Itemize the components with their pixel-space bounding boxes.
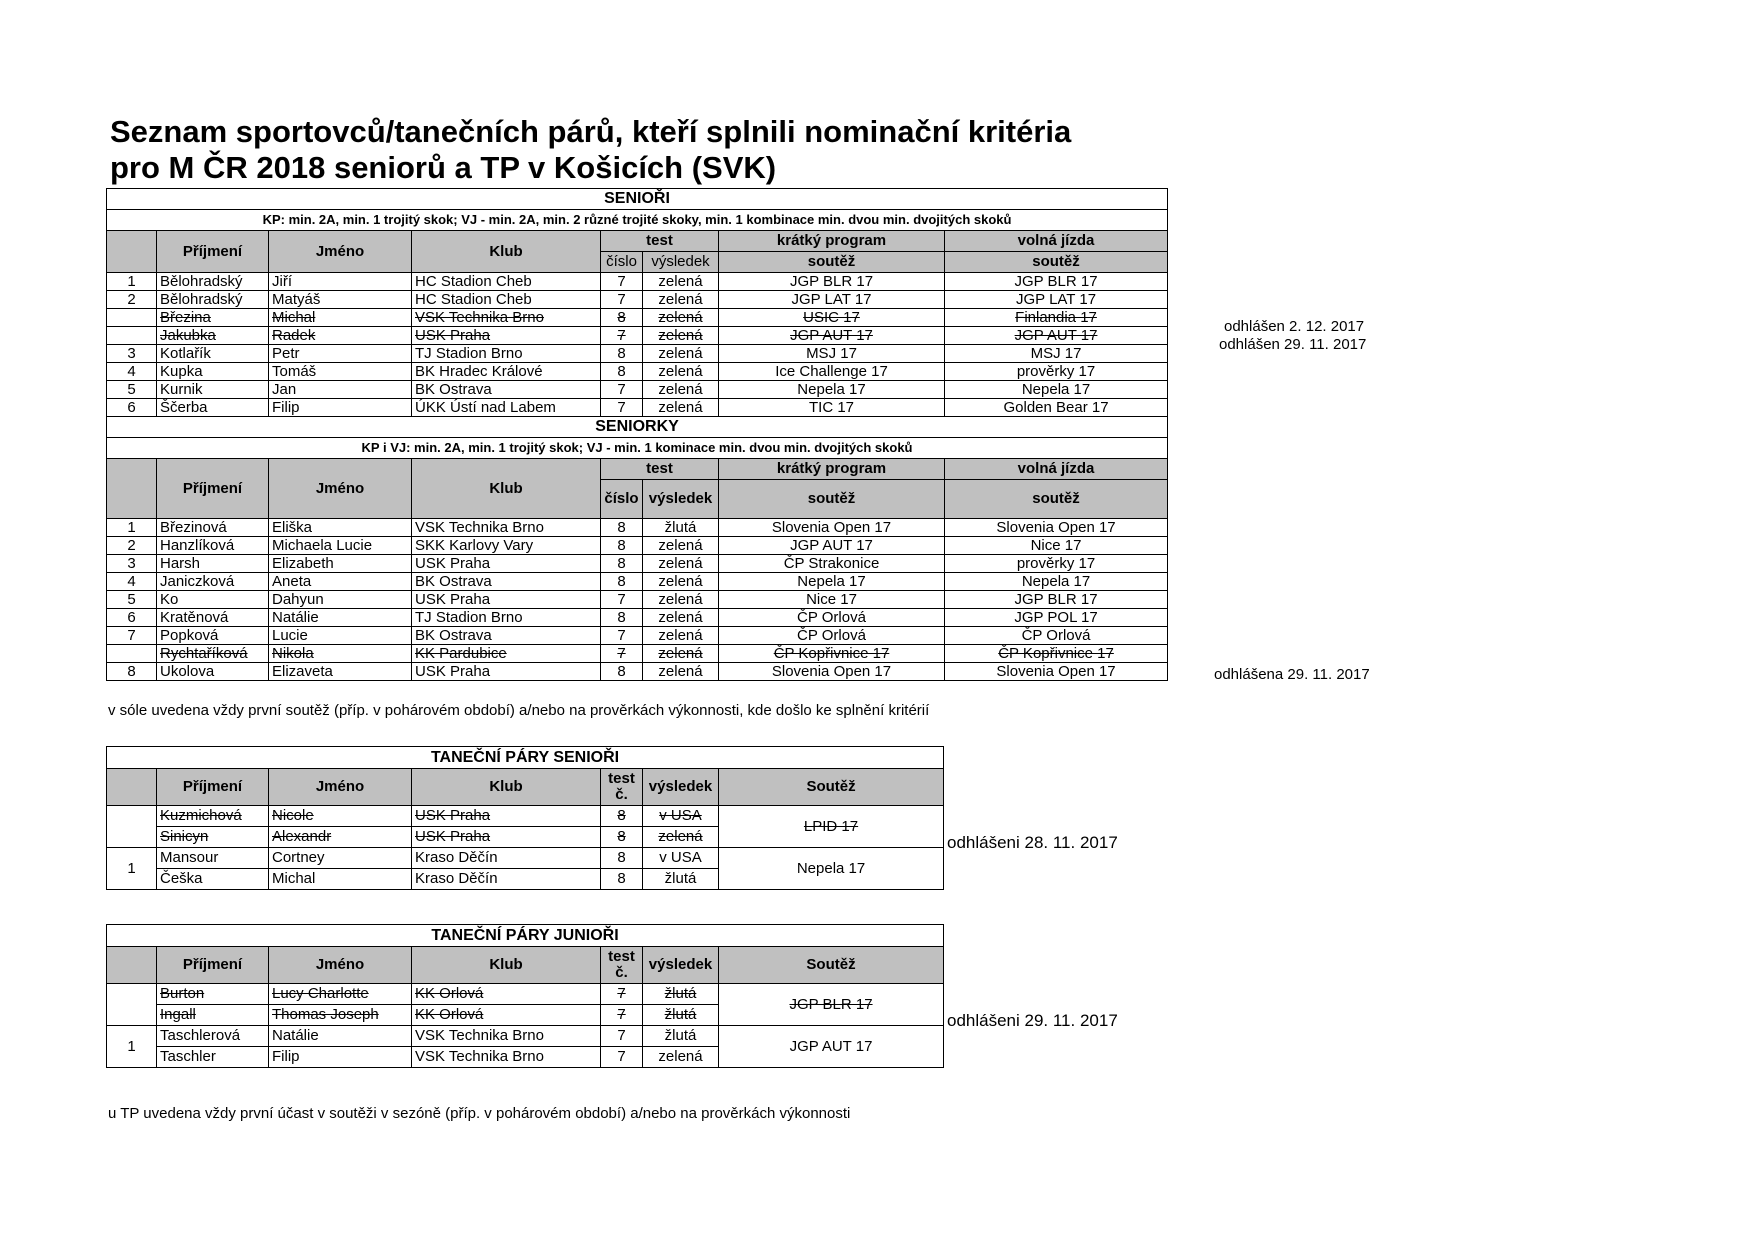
row-cislo: 7 [601,627,643,645]
row-cislo: 8 [601,609,643,627]
row-cislo: 8 [601,519,643,537]
row-jmeno: Filip [269,399,412,417]
pair-soutez: JGP AUT 17 [719,1026,944,1068]
header-vysledek: výsledek [643,480,719,519]
row-number: 4 [107,363,157,381]
row-vj: Slovenia Open 17 [945,663,1168,681]
header-soutez: Soutěž [719,947,944,984]
header-jmeno: Jméno [269,769,412,806]
row-vj: Nice 17 [945,537,1168,555]
pair-vysledek: žlutá [643,869,719,890]
header-vysledek: výsledek [643,769,719,806]
header-blank [107,769,157,806]
table-row [107,327,1168,345]
solo-table [106,188,1168,681]
row-cislo: 7 [601,381,643,399]
row-kp: TIC 17 [719,399,945,417]
row-prijmeni: Rychtaříková [157,645,269,663]
row-cislo: 7 [601,591,643,609]
row-jmeno: Aneta [269,573,412,591]
header-klub: Klub [412,231,601,273]
row-klub: USK Praha [412,555,601,573]
row-kp: JGP AUT 17 [719,537,945,555]
row-vysledek: zelená [643,609,719,627]
pair-klub: VSK Technika Brno [412,1026,601,1047]
row-cislo: 8 [601,363,643,381]
row-number: 6 [107,609,157,627]
pair-vysledek: zelená [643,1047,719,1068]
pair-vysledek: žlutá [643,1005,719,1026]
pair-prijmeni: Mansour [157,848,269,869]
row-klub: BK Hradec Králové [412,363,601,381]
row-vysledek: zelená [643,381,719,399]
row-number [107,327,157,345]
row-vj: Nepela 17 [945,573,1168,591]
header-blank [107,947,157,984]
row-vj: Golden Bear 17 [945,399,1168,417]
row-prijmeni: Bělohradský [157,291,269,309]
row-klub: BK Ostrava [412,381,601,399]
header-soutez-kp: soutěž [719,480,945,519]
pair-test-c: 7 [601,1005,643,1026]
row-cislo: 7 [601,645,643,663]
row-cislo: 8 [601,573,643,591]
pair-test-c: 7 [601,1047,643,1068]
row-jmeno: Eliška [269,519,412,537]
pair-jmeno: Michal [269,869,412,890]
pair-klub: Kraso Děčín [412,848,601,869]
row-kp: JGP BLR 17 [719,273,945,291]
row-vysledek: zelená [643,555,719,573]
tp-seniori-table [106,746,944,890]
row-prijmeni: Kotlařík [157,345,269,363]
row-vysledek: zelená [643,591,719,609]
row-jmeno: Jan [269,381,412,399]
pair-klub: KK Orlová [412,1005,601,1026]
row-jmeno: Jiří [269,273,412,291]
row-prijmeni: Ščerba [157,399,269,417]
row-kp: JGP LAT 17 [719,291,945,309]
header-vysledek: výsledek [643,252,719,273]
pair-row [107,984,944,1005]
withdrawal-note: odhlášeni 28. 11. 2017 [947,833,1118,852]
header-soutez-kp: soutěž [719,252,945,273]
pair-klub: VSK Technika Brno [412,1047,601,1068]
header-test-c: test č. [601,769,643,806]
row-vj: Nepela 17 [945,381,1168,399]
row-number [107,645,157,663]
row-cislo: 7 [601,291,643,309]
title-line-1: Seznam sportovců/tanečních párů, kteří splnili nominační kritéria [110,114,1072,149]
row-vj: prověrky 17 [945,555,1168,573]
pair-row [107,806,944,827]
pair-vysledek: v USA [643,848,719,869]
row-jmeno: Michaela Lucie [269,537,412,555]
row-prijmeni: Březinová [157,519,269,537]
pair-vysledek: zelená [643,827,719,848]
row-number: 5 [107,381,157,399]
pair-test-c: 7 [601,1026,643,1047]
row-vj: ČP Kopřivnice 17 [945,645,1168,663]
header-soutez-vj: soutěž [945,480,1168,519]
table-row [107,609,1168,627]
row-vysledek: zelená [643,573,719,591]
row-jmeno: Dahyun [269,591,412,609]
row-prijmeni: Březina [157,309,269,327]
row-cislo: 8 [601,537,643,555]
row-vysledek: zelená [643,327,719,345]
row-jmeno: Michal [269,309,412,327]
row-cislo: 8 [601,309,643,327]
tp-footnote: u TP uvedena vždy první účast v soutěži v sezóně (příp. v pohárovém období) a/nebo na prověrkách výkonnosti [108,1105,851,1122]
pair-prijmeni: Taschlerová [157,1026,269,1047]
row-kp: Nepela 17 [719,573,945,591]
header-prijmeni: Příjmení [157,459,269,519]
table-row [107,309,1168,327]
header-prijmeni: Příjmení [157,769,269,806]
row-prijmeni: Ko [157,591,269,609]
row-vysledek: zelená [643,309,719,327]
row-number: 3 [107,555,157,573]
criteria-text: KP i VJ: min. 2A, min. 1 trojitý skok; VJ - min. 1 kominace min. dvou min. dvojitých skoků [107,438,1168,459]
row-vj: JGP LAT 17 [945,291,1168,309]
row-klub: BK Ostrava [412,627,601,645]
criteria-text: KP: min. 2A, min. 1 trojitý skok; VJ - min. 2A, min. 2 různé trojité skoky, min. 1 kombinace min. dvou min. dvojitých skoků [107,210,1168,231]
row-number: 7 [107,627,157,645]
row-number: 3 [107,345,157,363]
pair-prijmeni: Kuzmichová [157,806,269,827]
table-row [107,399,1168,417]
row-klub: USK Praha [412,663,601,681]
header-klub: Klub [412,947,601,984]
row-kp: Nice 17 [719,591,945,609]
row-kp: Slovenia Open 17 [719,663,945,681]
row-vj: JGP BLR 17 [945,273,1168,291]
row-prijmeni: Popková [157,627,269,645]
row-jmeno: Radek [269,327,412,345]
pair-test-c: 8 [601,848,643,869]
row-vysledek: zelená [643,537,719,555]
row-klub: TJ Stadion Brno [412,609,601,627]
table-row [107,381,1168,399]
pair-number: 1 [107,848,157,890]
header-test: test [601,459,719,480]
row-vj: JGP POL 17 [945,609,1168,627]
pair-row [107,848,944,869]
pair-klub: Kraso Děčín [412,869,601,890]
row-klub: VSK Technika Brno [412,309,601,327]
row-prijmeni: Ukolova [157,663,269,681]
row-vysledek: zelená [643,291,719,309]
row-vysledek: zelená [643,363,719,381]
row-vysledek: zelená [643,663,719,681]
row-number: 4 [107,573,157,591]
row-number: 5 [107,591,157,609]
pair-prijmeni: Češka [157,869,269,890]
row-jmeno: Nikola [269,645,412,663]
pair-klub: USK Praha [412,827,601,848]
page-title [110,114,1071,186]
pair-soutez: JGP BLR 17 [719,984,944,1026]
table-row [107,555,1168,573]
pair-vysledek: žlutá [643,984,719,1005]
row-vj: prověrky 17 [945,363,1168,381]
table-row [107,591,1168,609]
row-vysledek: zelená [643,645,719,663]
table-row [107,627,1168,645]
table-row [107,645,1168,663]
pair-jmeno: Filip [269,1047,412,1068]
row-klub: VSK Technika Brno [412,519,601,537]
row-number: 1 [107,273,157,291]
tp-heading: TANEČNÍ PÁRY SENIOŘI [107,747,944,769]
row-jmeno: Lucie [269,627,412,645]
row-vj: Finlandia 17 [945,309,1168,327]
header-cislo: číslo [601,480,643,519]
pair-soutez: LPID 17 [719,806,944,848]
row-prijmeni: Kratěnová [157,609,269,627]
row-vj: MSJ 17 [945,345,1168,363]
header-soutez-vj: soutěž [945,252,1168,273]
row-kp: Ice Challenge 17 [719,363,945,381]
header-jmeno: Jméno [269,459,412,519]
row-cislo: 8 [601,663,643,681]
row-klub: HC Stadion Cheb [412,273,601,291]
tp-juniori-table [106,924,944,1068]
row-kp: ČP Orlová [719,627,945,645]
row-cislo: 8 [601,345,643,363]
title-line-2: pro M ČR 2018 seniorů a TP v Košicích (SVK) [110,150,777,185]
row-klub: BK Ostrava [412,573,601,591]
header-blank [107,231,157,273]
pair-jmeno: Thomas Joseph [269,1005,412,1026]
pair-prijmeni: Burton [157,984,269,1005]
row-jmeno: Matyáš [269,291,412,309]
header-jmeno: Jméno [269,231,412,273]
row-prijmeni: Bělohradský [157,273,269,291]
pair-prijmeni: Taschler [157,1047,269,1068]
withdrawal-note: odhlášeni 29. 11. 2017 [947,1011,1118,1030]
pair-klub: USK Praha [412,806,601,827]
row-jmeno: Elizaveta [269,663,412,681]
row-vj: JGP AUT 17 [945,327,1168,345]
row-klub: USK Praha [412,327,601,345]
row-kp: ČP Orlová [719,609,945,627]
header-soutez: Soutěž [719,769,944,806]
pair-test-c: 8 [601,869,643,890]
row-prijmeni: Jakubka [157,327,269,345]
pair-prijmeni: Ingall [157,1005,269,1026]
pair-jmeno: Lucy Charlotte [269,984,412,1005]
withdrawal-note: odhlášena 29. 11. 2017 [1214,666,1370,683]
header-klub: Klub [412,459,601,519]
pair-number [107,984,157,1026]
section-heading: SENIOŘI [107,189,1168,210]
row-prijmeni: Janiczková [157,573,269,591]
row-jmeno: Petr [269,345,412,363]
row-klub: HC Stadion Cheb [412,291,601,309]
header-blank [107,459,157,519]
row-kp: Slovenia Open 17 [719,519,945,537]
row-number: 1 [107,519,157,537]
header-test: test [601,231,719,252]
row-prijmeni: Kurnik [157,381,269,399]
header-volna-jizda: volná jízda [945,231,1168,252]
withdrawal-note: odhlášen 2. 12. 2017 [1224,318,1365,335]
row-kp: ČP Kopřivnice 17 [719,645,945,663]
row-vysledek: zelená [643,627,719,645]
section-heading: SENIORKY [107,417,1168,438]
row-number: 8 [107,663,157,681]
row-klub: USK Praha [412,591,601,609]
row-number: 2 [107,537,157,555]
row-kp: ČP Strakonice [719,555,945,573]
pair-soutez: Nepela 17 [719,848,944,890]
pair-jmeno: Natálie [269,1026,412,1047]
withdrawal-note: odhlášen 29. 11. 2017 [1219,336,1367,353]
row-cislo: 7 [601,327,643,345]
pair-jmeno: Alexandr [269,827,412,848]
table-row [107,663,1168,681]
row-vj: ČP Orlová [945,627,1168,645]
header-prijmeni: Příjmení [157,231,269,273]
row-prijmeni: Hanzlíková [157,537,269,555]
row-jmeno: Elizabeth [269,555,412,573]
row-klub: TJ Stadion Brno [412,345,601,363]
table-row [107,291,1168,309]
row-number: 2 [107,291,157,309]
header-test-c: test č. [601,947,643,984]
row-number [107,309,157,327]
header-cislo: číslo [601,252,643,273]
row-jmeno: Natálie [269,609,412,627]
pair-jmeno: Cortney [269,848,412,869]
header-kratky-program: krátký program [719,231,945,252]
pair-klub: KK Orlová [412,984,601,1005]
row-vysledek: zelená [643,345,719,363]
pair-prijmeni: Sinicyn [157,827,269,848]
row-kp: JGP AUT 17 [719,327,945,345]
header-vysledek: výsledek [643,947,719,984]
row-prijmeni: Harsh [157,555,269,573]
row-vysledek: žlutá [643,519,719,537]
table-row [107,273,1168,291]
pair-number: 1 [107,1026,157,1068]
tp-heading: TANEČNÍ PÁRY JUNIOŘI [107,925,944,947]
row-vj: JGP BLR 17 [945,591,1168,609]
table-row [107,519,1168,537]
header-kratky-program: krátký program [719,459,945,480]
pair-test-c: 7 [601,984,643,1005]
pair-vysledek: v USA [643,806,719,827]
table-row [107,345,1168,363]
table-row [107,537,1168,555]
row-cislo: 8 [601,555,643,573]
header-jmeno: Jméno [269,947,412,984]
table-row [107,363,1168,381]
row-klub: KK Pardubice [412,645,601,663]
row-vj: Slovenia Open 17 [945,519,1168,537]
row-jmeno: Tomáš [269,363,412,381]
header-volna-jizda: volná jízda [945,459,1168,480]
row-cislo: 7 [601,399,643,417]
pair-test-c: 8 [601,806,643,827]
row-klub: ÚKK Ústí nad Labem [412,399,601,417]
pair-test-c: 8 [601,827,643,848]
pair-vysledek: žlutá [643,1026,719,1047]
row-kp: Nepela 17 [719,381,945,399]
row-prijmeni: Kupka [157,363,269,381]
header-prijmeni: Příjmení [157,947,269,984]
pair-row [107,1026,944,1047]
row-vysledek: zelená [643,399,719,417]
row-number: 6 [107,399,157,417]
solo-footnote: v sóle uvedena vždy první soutěž (příp. v pohárovém období) a/nebo na prověrkách výkonnosti, kde došlo ke splnění kritérií [108,702,930,719]
pair-jmeno: Nicole [269,806,412,827]
header-klub: Klub [412,769,601,806]
pair-number [107,806,157,848]
row-kp: MSJ 17 [719,345,945,363]
row-cislo: 7 [601,273,643,291]
table-row [107,573,1168,591]
row-klub: SKK Karlovy Vary [412,537,601,555]
row-kp: USIC 17 [719,309,945,327]
row-vysledek: zelená [643,273,719,291]
